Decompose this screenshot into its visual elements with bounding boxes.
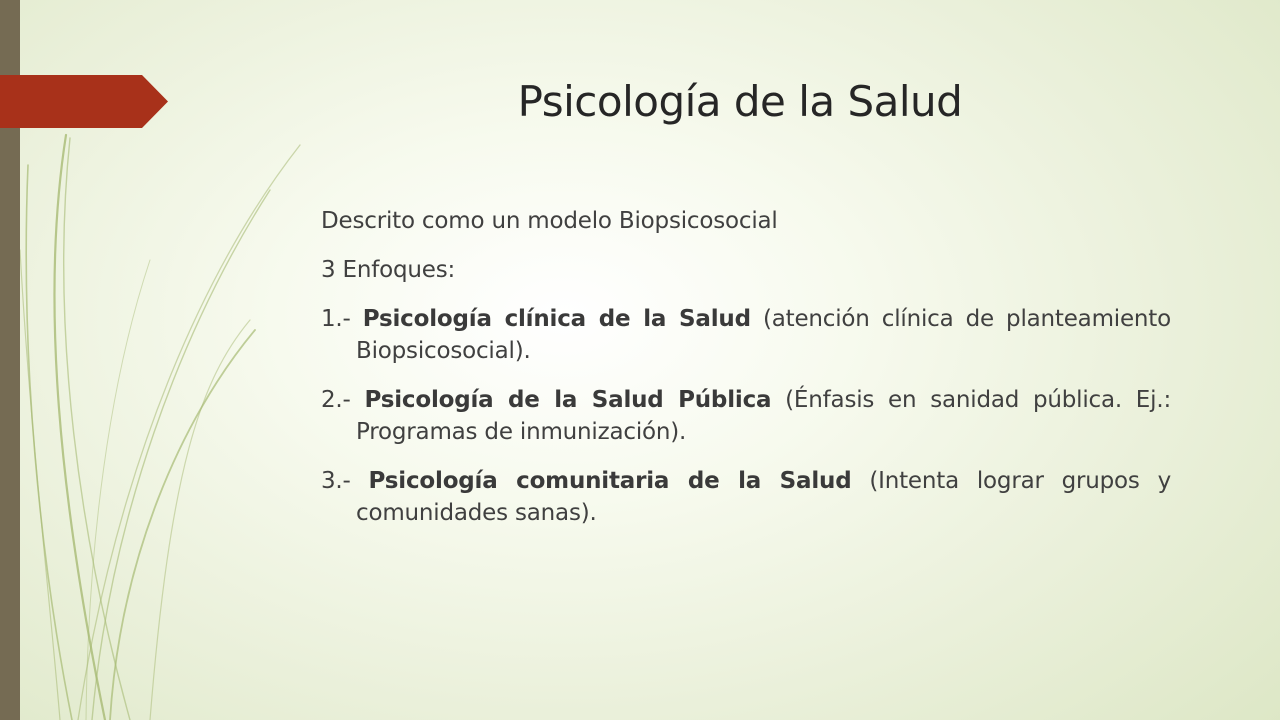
item-description: (Intenta lograr grupos y comunidades sanas). bbox=[356, 468, 1171, 526]
item-number: 1.- bbox=[321, 306, 363, 332]
item-description: (atención clínica de planteamiento Biopsicosocial). bbox=[356, 306, 1171, 364]
item-number: 2.- bbox=[321, 387, 365, 413]
item-title: Psicología de la Salud Pública bbox=[364, 387, 772, 413]
slide-title: Psicología de la Salud bbox=[517, 77, 963, 126]
intro-text: Descrito como un modelo Biopsicosocial bbox=[321, 208, 778, 234]
item-title: Psicología clínica de la Salud bbox=[362, 306, 751, 332]
list-item bbox=[321, 465, 1171, 529]
slide-body bbox=[321, 205, 1171, 546]
list-item bbox=[321, 303, 1171, 367]
item-number: 3.- bbox=[321, 468, 369, 494]
item-description: (Énfasis en sanidad pública. Ej.: Programas de inmunización). bbox=[356, 387, 1171, 445]
list-item bbox=[321, 384, 1171, 448]
subheading-text: 3 Enfoques: bbox=[321, 257, 456, 283]
title-accent-tab bbox=[0, 75, 170, 128]
item-title: Psicología comunitaria de la Salud bbox=[368, 468, 852, 494]
